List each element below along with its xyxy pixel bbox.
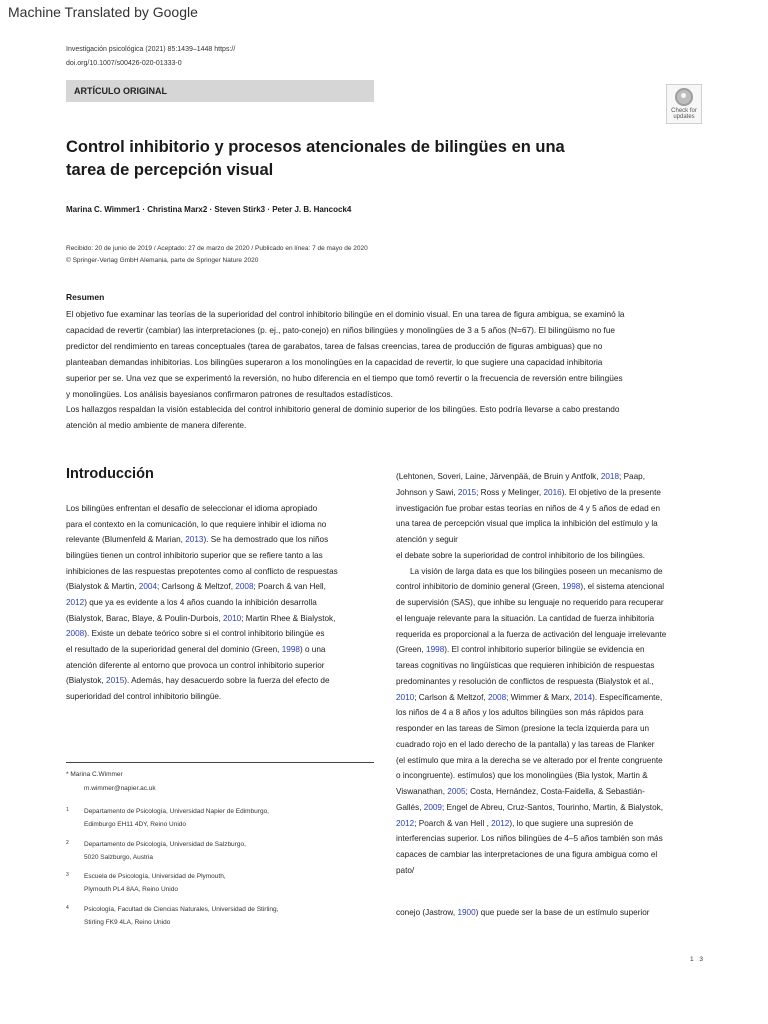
affiliation-number: 4 [66, 905, 69, 911]
text-line: (Bialystok, 2015). Además, hay desacuerdo sobre la fuerza del efecto de [66, 676, 330, 686]
text-line: el debate sobre la superioridad de control inhibitorio de los bilingües. [396, 550, 645, 560]
doi-link[interactable]: doi.org/10.1007/s00426-020-01333-0 [66, 60, 182, 67]
text-line: (Green, 1998). El control inhibitorio superior bilingüe se evidencia en [396, 645, 645, 655]
citation-link[interactable]: 1998 [281, 644, 300, 654]
text-line: requerida es proporcional a la fuerza de activación del lenguaje irrelevante [396, 629, 667, 639]
text-line: 2010; Carlson & Meltzof, 2008; Wimmer & Marx, 2014). Específicamente, [396, 692, 663, 702]
title-line: Control inhibitorio y procesos atencionales de bilingües en una [66, 138, 565, 156]
abstract-heading: Resumen [66, 292, 105, 302]
check-updates-text: updates [673, 114, 695, 120]
text-line: (Lehtonen, Soveri, Laine, Järvenpää, de Bruin y Antfolk, 2018; Paap, [396, 472, 645, 481]
text-line: tareas cognitivas no lingüísticas que requieren inhibición de respuestas [396, 661, 655, 670]
affiliation-line: 5020 Salzburgo, Austria [84, 853, 154, 861]
check-updates-text: Check for [671, 108, 697, 114]
text-line: pato/ [396, 865, 415, 875]
text-line: interferencias superior. Los niños bilingües de 4–5 años también son más [396, 834, 663, 844]
citation-link[interactable]: 2012 [396, 818, 415, 828]
affiliation-line: Escuela de Psicología, Universidad de Plymouth, [84, 873, 226, 880]
abstract-line: atención al medio ambiente de manera diferente. [66, 420, 247, 431]
continuation-line: conejo (Jastrow, 1900) que puede ser la base de un estímulo superior [396, 908, 650, 917]
check-updates-icon [675, 88, 693, 106]
abstract-body [66, 307, 706, 434]
author-list: Marina C. Wimmer1 · Christina Marx2 · Steven Stirk3 · Peter J. B. Hancock4 [66, 205, 352, 214]
text-line: (Bialystok & Martin, 2004; Carlsong & Meltzof, 2008; Poarch & van Hell, [66, 582, 326, 592]
copyright: © Springer-Verlag GmbH Alemania, parte de Springer Nature 2020 [66, 257, 259, 264]
footnote-divider [66, 762, 374, 763]
author-email[interactable]: m.wimmer@napier.ac.uk [84, 785, 156, 792]
abstract-line: planteaban demandas inhibitorias. Los bilingües superaron a los monolingües en la capacidad de revertir, lo que sugiere una capacidad inhibitoria [66, 356, 603, 367]
affiliation-line: Stirling FK9 4LA, Reino Unido [84, 918, 171, 926]
abstract-line: predictor del rendimiento en tareas conceptuales (tarea de garabatos, tarea de falsas creencias, tarea de producción de figuras ambiguas) que no [66, 340, 603, 351]
paper-title [66, 136, 606, 182]
right-column-text [396, 469, 712, 879]
citation-link[interactable]: 2005 [447, 787, 466, 796]
text-line: 2008). Existe un debate teórico sobre si el control inhibitorio bilingüe es [66, 629, 325, 639]
citation-link[interactable]: 2010 [396, 692, 415, 702]
citation-link[interactable]: 2009 [423, 802, 442, 812]
text-line: cuadrado rojo en el lado derecho de la pantalla) y las tareas de Flanker [396, 739, 655, 749]
affiliation-line: Departamento de Psicología, Universidad Napier de Edimburgo, [84, 808, 269, 815]
introduction-heading: Introducción [66, 466, 154, 482]
citation-link[interactable]: 2010 [223, 613, 242, 623]
affiliation-item [66, 839, 374, 864]
citation-link[interactable]: 2008 [66, 629, 85, 639]
affiliation-item [66, 806, 374, 831]
abstract-line: Los hallazgos respaldan la visión establecida del control inhibitorio general de dominio superior de los bilingües. Esto podría llevarse a cabo prestando [66, 404, 620, 415]
received-dates: Recibido: 20 de junio de 2019 / Aceptado: 27 de marzo de 2020 / Publicado en línea: 7 de mayo de 2020 [66, 245, 368, 252]
citation-link[interactable]: 1900 [457, 908, 476, 917]
abstract-line: El objetivo fue examinar las teorías de la superioridad del control inhibitorio bilingüe en el dominio visual. En una tarea de figura ambigua, se examinó la [66, 309, 625, 319]
left-column-text [66, 501, 378, 705]
text-line: el lenguaje relevante para la situación. La cantidad de fuerza inhibitoria [396, 613, 655, 623]
citation-link[interactable]: 2012 [491, 818, 510, 828]
citation-link[interactable]: 2016 [543, 487, 562, 497]
text-line: de supervisión (SAS), que inhibe su lenguaje no requerido para recuperar [396, 598, 664, 607]
text-line: Los bilingües enfrentan el desafío de seleccionar el idioma apropiado [66, 504, 318, 513]
text-line: Gallés, 2009; Engel de Abreu, Cruz-Santos, Tourinho, Martin, & Bialystok, [396, 802, 664, 812]
text-line: (el estímulo que mira a la derecha se ve alterado por el frente congruente [396, 755, 663, 765]
citation-link[interactable]: 1998 [562, 582, 581, 592]
text-line: una tarea de percepción visual que implica la inhibición del estímulo y la [396, 519, 658, 529]
text-line: 2012; Poarch & van Hell , 2012), lo que sugiere una supresión de [396, 818, 634, 828]
citation-link[interactable]: 2004 [138, 582, 158, 592]
text-line: Johnson y Sawi, 2015; Ross y Melinger, 2016). El objetivo de la presente [396, 487, 661, 497]
text-line: predominantes y resolución de conflictos de respuesta (Bialystok et al., [396, 676, 654, 686]
check-for-updates-badge[interactable] [666, 84, 702, 124]
citation-link[interactable]: 2014 [573, 692, 593, 702]
text-line: para el contexto en la comunicación, lo que requiere inhibir el idioma no [66, 519, 327, 529]
text-line: relevante (Blumenfeld & Marian, 2013). Se ha demostrado que los niños [66, 535, 329, 545]
citation-link[interactable]: 2008 [487, 692, 507, 702]
citation-link[interactable]: 1998 [426, 645, 445, 655]
text-line: el resultado de la superioridad general del dominio (Green, 1998) o una [66, 644, 326, 654]
machine-translated-banner: Machine Translated by Google [8, 4, 198, 20]
affiliation-item [66, 904, 374, 929]
text-line: superioridad del control inhibitorio bilingüe. [66, 691, 222, 701]
text-line: (Bialystok, Barac, Blaye, & Poulin-Durbois, 2010; Martin Rhee & Bialystok, [66, 613, 336, 623]
correspondence-note [66, 768, 156, 796]
citation-link[interactable]: 2013 [185, 535, 204, 545]
affiliation-number: 3 [66, 872, 69, 878]
journal-line: Investigación psicológica (2021) 85:1439–1448 https:// [66, 46, 236, 53]
citation-link[interactable]: 2018 [600, 472, 620, 481]
title-line: tarea de percepción visual [66, 161, 274, 179]
journal-citation [66, 43, 235, 71]
text-line: los niños de 4 a 8 años y los adultos bilingües son más rápidos para [396, 708, 644, 718]
affiliation-item [66, 871, 374, 896]
citation-link[interactable]: 2015 [106, 676, 125, 686]
text-line: capaces de cambiar las interpretaciones de una figura ambigua como el [396, 850, 658, 859]
abstract-line: capacidad de revertir (cambiar) las interpretaciones (p. ej., pato-conejo) en niños bilingües y monolingües de 3 a 5 años (N=67). El bilingüismo no fue [66, 324, 616, 335]
affiliation-number: 1 [66, 807, 69, 813]
affiliation-line: Edimburgo EH11 4DY, Reino Unido [84, 820, 187, 828]
affiliation-line: Plymouth PL4 8AA, Reino Unido [84, 885, 178, 893]
text-line: La visión de larga data es que los bilingües poseen un mecanismo de [410, 566, 663, 576]
text-line: bilingües tienen un control inhibitorio superior que se refiere tanto a las [66, 550, 323, 560]
affiliation-line: Psicología, Facultad de Ciencias Naturales, Universidad de Stirling, [84, 906, 279, 913]
text-line: atención diferente al entorno que provoca un control inhibitorio superior [66, 660, 325, 670]
abstract-line: superior per se. Una vez que se experimentó la reversión, no hubo diferencia en el tiempo que tomó revertir o la frecuencia de reversión entre bilingües [66, 372, 623, 383]
affiliation-number: 2 [66, 840, 69, 846]
text-line: o incongruente). estímulos) que los monolingües (Bia lystok, Martin & [396, 771, 648, 781]
text-line: 2012) que ya es evidente a los 4 años cuando la inhibición desarrolla [66, 597, 317, 607]
citation-link[interactable]: 2008 [235, 582, 254, 592]
text-line: control inhibitorio de dominio general (Green, 1998), el sistema atencional [396, 582, 665, 592]
affiliation-line: Departamento de Psicología, Universidad de Salzburgo, [84, 841, 246, 848]
text-line: Viswanathan, 2005; Costa, Hernández, Costa-Faidella, & Sebastián- [396, 787, 645, 796]
text-line: investigación fue probar estas teorías en niños de 4 y 5 años de edad en [396, 503, 660, 513]
abstract-line: y monolingües. Los análisis bayesianos confirmaron patrones de resultados estadísticos. [66, 388, 393, 399]
page-number: 1 3 [690, 956, 706, 963]
corresponding-author: * Marina C.Wimmer [66, 771, 123, 778]
text-line: responder en las tareas de Simon (presione la tecla izquierda para un [396, 724, 650, 733]
citation-link[interactable]: 2012 [66, 597, 85, 607]
publication-dates [66, 243, 368, 267]
article-type-label: ARTÍCULO ORIGINAL [66, 80, 374, 102]
text-line: inhibiciones de las respuestas prepotentes como al conflicto de respuestas [66, 566, 338, 576]
citation-link[interactable]: 2015 [457, 487, 477, 497]
text-line: atención y seguir [396, 535, 458, 544]
